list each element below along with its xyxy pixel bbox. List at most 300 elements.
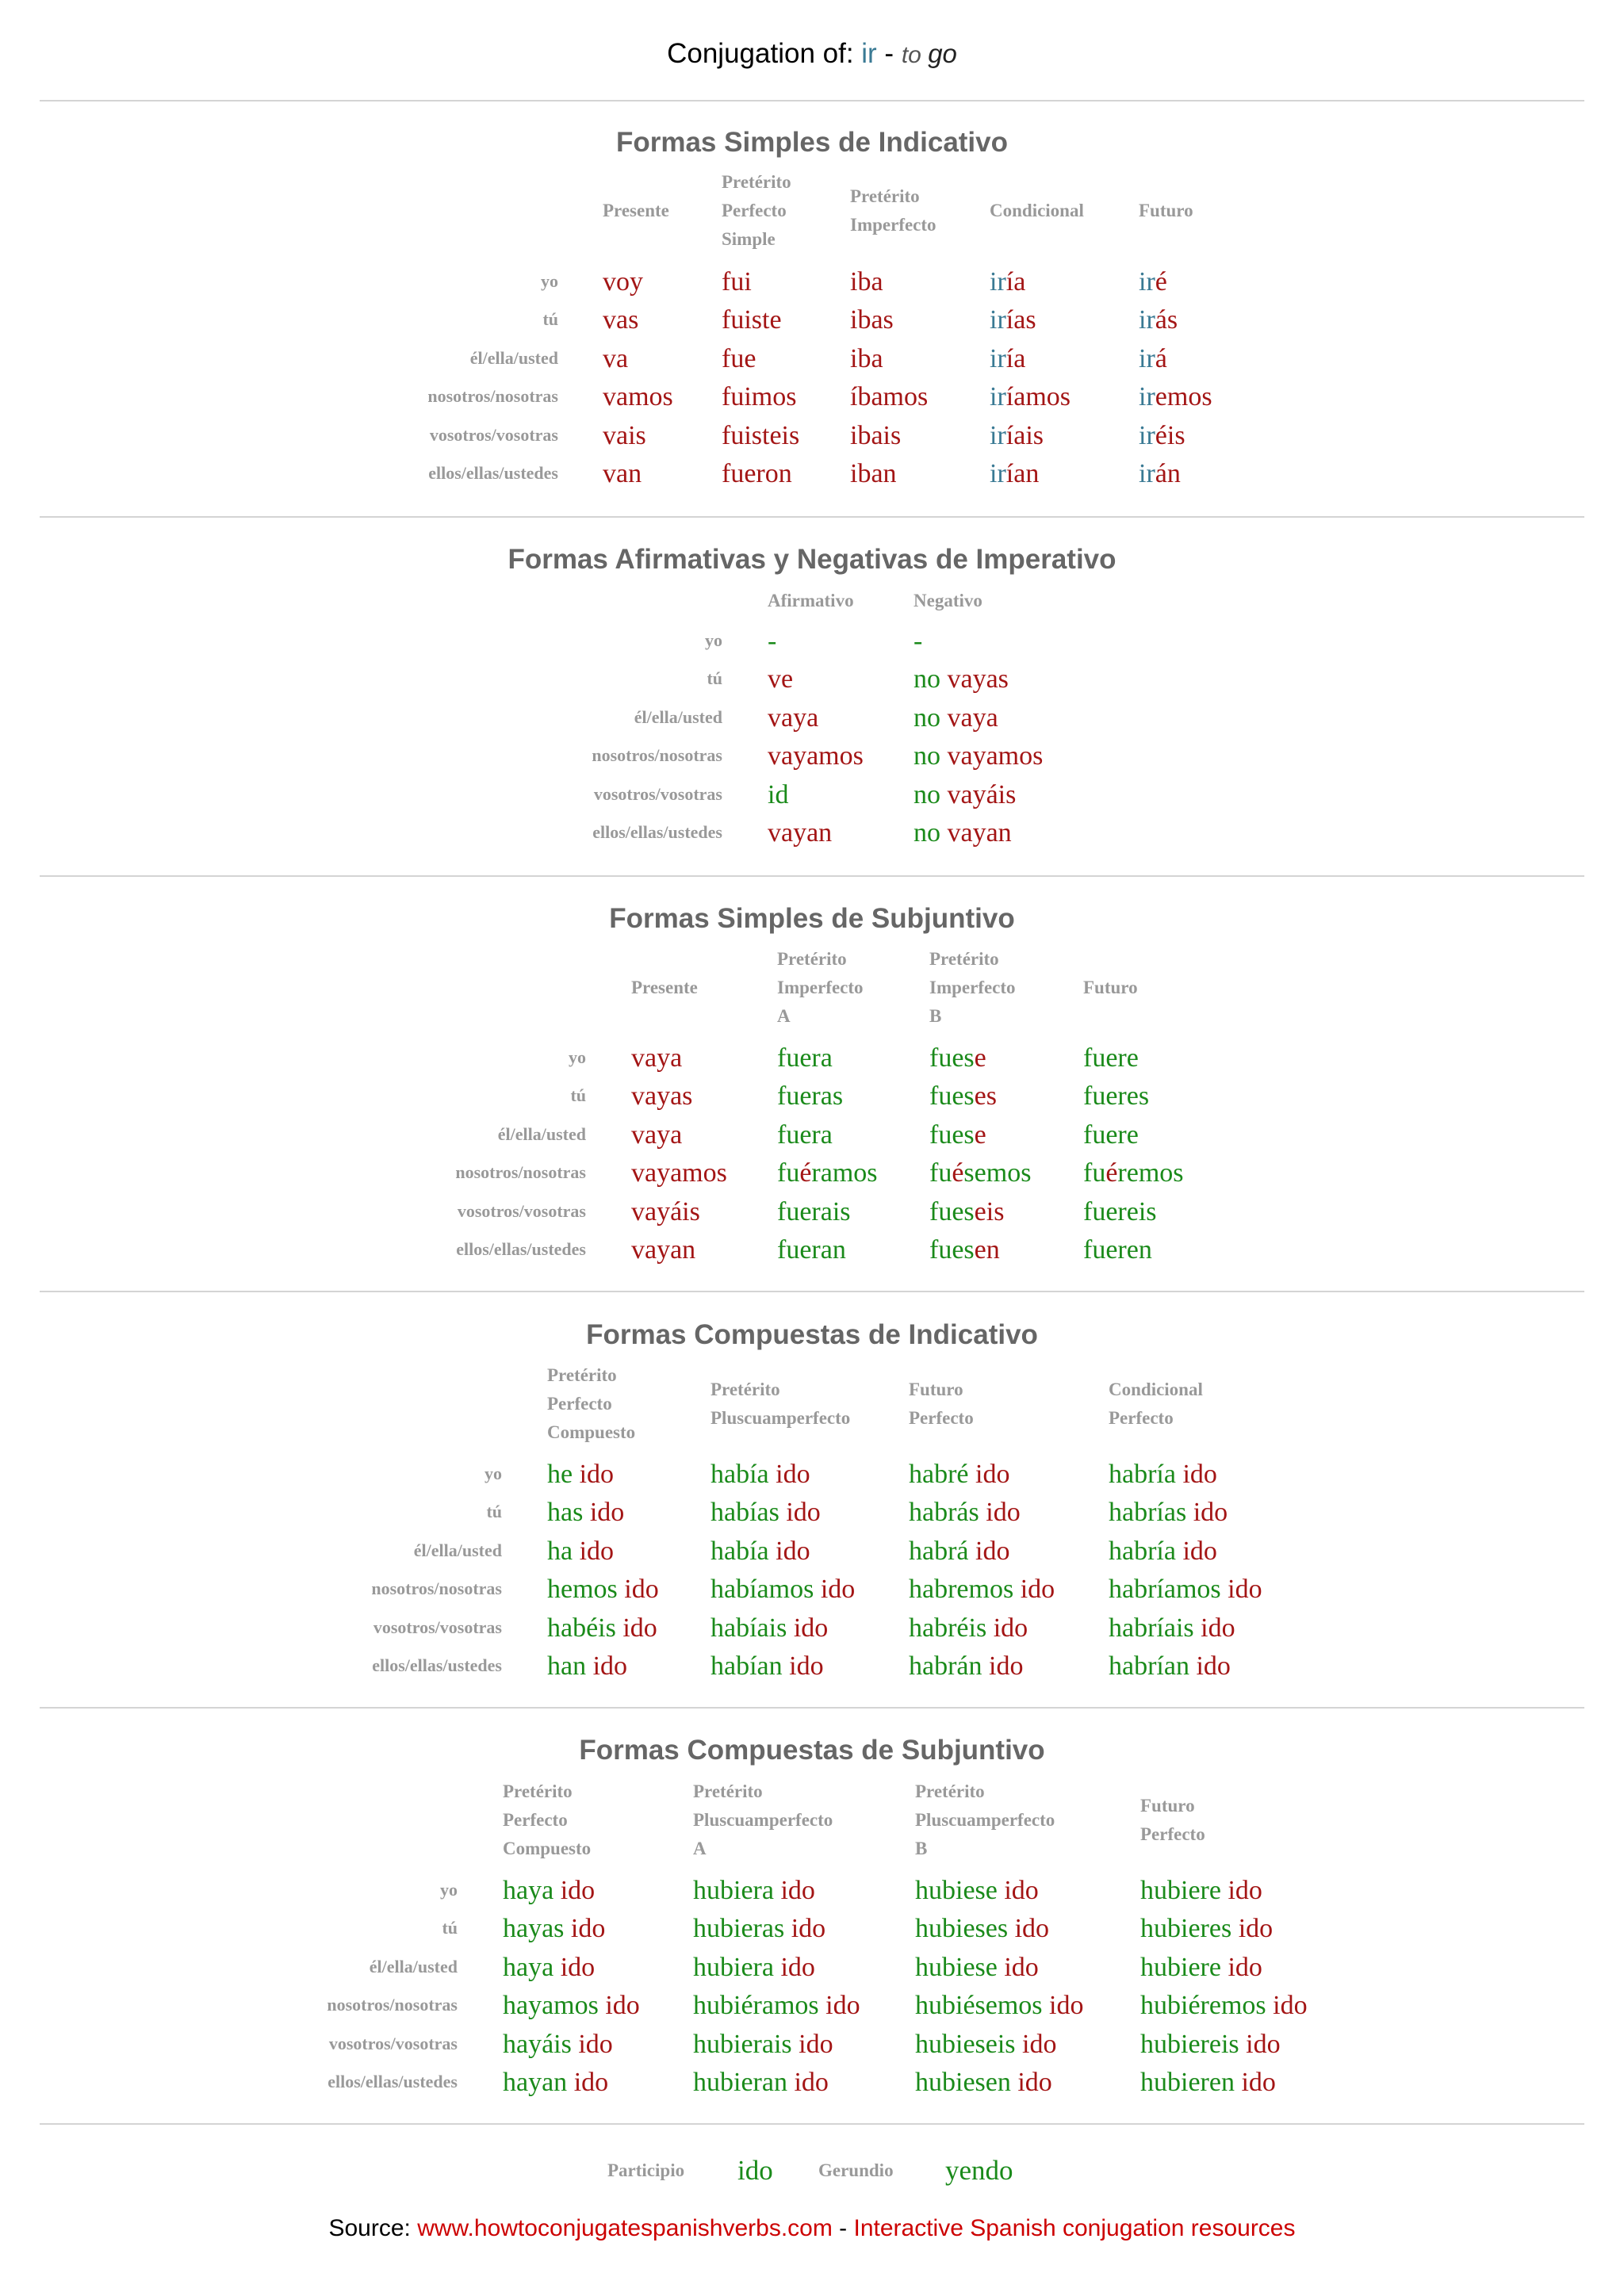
form-part: vamos [603,382,673,412]
title-meaning-verb: go [928,39,957,68]
form-part: hayamos [503,1991,606,2021]
form-part: íamos [1005,382,1071,412]
conjugated-form [722,266,752,298]
form-part: no [914,702,948,733]
tense-header-line: Simple [722,229,776,249]
conjugated-form [929,1043,986,1074]
form-part: ido [1022,2029,1057,2059]
form-part: ido [993,1613,1028,1643]
tense-header-line: B [915,1839,928,1858]
conjugated-form [768,626,776,657]
form-part: ido [579,1460,615,1489]
form-part: é [799,1158,812,1188]
form-part: iba [850,267,883,297]
pronoun-label: yo [569,1047,586,1067]
verb-stem: ir [1139,382,1155,412]
form-part: hayáis [503,2029,579,2059]
conjugated-form [1140,2067,1276,2099]
tense-header [503,1777,591,1863]
conjugated-form [722,381,796,413]
tense-header [777,945,864,1031]
form-part: has [547,1498,590,1528]
form-part: án [1155,459,1181,488]
source-prefix: Source: [328,2215,418,2241]
conjugated-form [909,1459,1009,1490]
conjugated-form [1083,1119,1139,1151]
conjugated-form [1109,1497,1228,1529]
tense-header-line: Pluscuamperfecto [915,1810,1055,1830]
page-title [0,38,1624,70]
form-part: ido [605,1991,640,2021]
tense-header-line: Perfecto [503,1810,568,1830]
form-part: ido [1014,1914,1050,1944]
pronoun-label: ellos/ellas/ustedes [456,1239,586,1259]
pronoun-label: nosotros/nosotras [327,1995,458,2015]
conjugated-form [631,1119,682,1151]
form-part: ido [1273,1991,1308,2021]
verb-stem: ir [990,267,1006,297]
pronoun-label: nosotros/nosotras [371,1578,502,1599]
form-part: fuimos [722,382,797,412]
pronoun-label: ellos/ellas/ustedes [327,2072,458,2091]
tense-header-line: Perfecto [1140,1824,1205,1844]
form-part: ía [1005,343,1026,373]
form-part: habían [710,1651,790,1681]
form-part: ido [1004,1876,1039,1905]
form-part: ido [1228,1952,1262,1982]
form-part: vaya [631,1043,683,1073]
section-divider [40,875,1584,877]
conjugated-form [503,1952,595,1984]
form-part: fues [929,1119,975,1150]
tense-header-line: Presente [631,978,698,997]
form-part: ve [768,664,794,695]
pronoun-label: él/ella/usted [369,1956,458,1976]
conjugated-form [909,1536,1009,1567]
form-part: vayamos [768,741,864,771]
conjugated-form [603,420,646,452]
conjugated-form [777,1119,833,1151]
conjugated-form [1140,2029,1281,2061]
verb-stem: ir [990,305,1006,335]
form-part: hubiéramos [693,1991,826,2021]
verb-stem: ir [1139,343,1155,373]
form-part: vayas [947,664,1009,695]
form-part: habrás [909,1498,986,1528]
conjugated-form [777,1081,843,1112]
form-part: ido [1238,1914,1274,1944]
conjugated-form [547,1651,627,1682]
conjugated-form [1140,1913,1273,1945]
conjugated-form [631,1081,692,1112]
form-part: ido [989,1651,1024,1681]
tense-header [909,1376,974,1433]
conjugated-form [710,1613,828,1644]
conjugated-form [850,266,883,298]
form-part: ramos [811,1158,878,1188]
section-title: Formas Simples de Indicativo [615,127,1009,158]
tense-header [915,1777,1055,1863]
form-part: ido [820,1575,856,1605]
gerundio-label: Gerundio [818,2160,894,2180]
tense-header-line: Pretérito [929,949,999,969]
conjugated-form [631,1158,727,1189]
form-part: vayan [631,1235,696,1265]
form-part: fues [929,1043,975,1073]
form-part: habrán [909,1651,990,1681]
form-part: ido [560,1876,596,1905]
form-part: habrá [909,1536,976,1566]
form-part: ido [793,1613,829,1643]
conjugated-form [909,1497,1021,1529]
tense-header-line: Futuro [1140,1796,1195,1816]
form-part: fueron [722,459,792,488]
form-part: habréis [909,1613,994,1643]
conjugated-form [503,2067,608,2099]
tense-header-line: Condicional [990,201,1084,220]
pronoun-label: yo [705,630,722,650]
conjugated-form [914,740,1043,772]
conjugated-form [850,420,901,452]
pronoun-label: vosotros/vosotras [328,2033,458,2053]
form-part: ías [1005,305,1036,335]
form-part: iban [850,459,897,488]
conjugated-form [710,1651,824,1682]
conjugated-form [710,1536,810,1567]
form-part: ido [573,2068,609,2097]
form-part: ido [1049,1991,1084,2021]
conjugated-form [1139,381,1212,413]
conjugated-form [693,1913,825,1945]
form-part: ido [975,1536,1010,1566]
form-part: habéis [547,1613,623,1643]
conjugated-form [1109,1613,1235,1644]
form-part: á [1155,343,1167,373]
tense-header-line: Pluscuamperfecto [710,1408,851,1428]
tense-header [1109,1376,1203,1433]
conjugated-form [915,2029,1057,2061]
form-part: ido [1246,2029,1281,2059]
form-part: vayamos [947,741,1044,771]
tense-header [693,1777,833,1863]
form-part: ido [578,2029,613,2059]
conjugated-form [777,1043,833,1074]
pronoun-label: nosotros/nosotras [455,1162,586,1183]
conjugated-form [909,1651,1023,1682]
form-part: fues [929,1196,975,1226]
conjugated-form [1083,1234,1152,1266]
form-part: ido [622,1613,657,1643]
conjugated-form [1139,343,1167,375]
conjugated-form [914,664,1009,695]
conjugated-form [990,381,1071,413]
tense-header [710,1376,850,1433]
form-part: hayas [503,1914,571,1944]
tense-header [850,182,936,239]
form-part: habías [710,1498,787,1528]
form-part: ido [789,1651,824,1681]
tense-header [547,1361,635,1447]
title-meaning-to: to [901,42,921,68]
form-part: habíamos [710,1575,821,1605]
conjugated-form [914,779,1016,811]
conjugated-form [929,1081,997,1112]
pronoun-label: ellos/ellas/ustedes [592,822,722,842]
form-part: e [974,1119,986,1150]
conjugated-form [915,1875,1039,1907]
section-divider [40,1291,1584,1292]
conjugated-form [631,1043,682,1074]
conjugated-form [1140,1875,1262,1907]
source-tagline[interactable]: Interactive Spanish conjugation resources [853,2215,1296,2241]
pronoun-label: tú [570,1085,586,1106]
form-part: habremos [909,1575,1021,1605]
section-divider [40,1707,1584,1709]
conjugated-form [990,458,1039,490]
tense-header-line: Perfecto [547,1394,612,1414]
form-part: vayas [631,1081,693,1112]
form-part: habíais [710,1613,794,1643]
form-part: van [603,459,642,488]
conjugated-form [990,420,1044,452]
form-part: fues [929,1081,975,1112]
form-part: ido [780,1952,815,1982]
verb-stem: ir [1139,305,1155,335]
form-part: hubieran [693,2068,795,2097]
form-part: é [952,1158,964,1188]
pronoun-label: tú [542,309,558,330]
tense-header-line: Pretérito [777,949,847,969]
conjugated-form [850,343,883,375]
form-part: hubiera [693,1876,781,1905]
form-part: - [768,626,777,656]
form-part: eis [974,1196,1005,1226]
form-part: fueren [1083,1235,1152,1265]
tense-header [603,197,669,225]
pronoun-label: yo [541,271,558,291]
pronoun-label: vosotros/vosotras [373,1617,502,1637]
form-part: ido [799,2029,833,2059]
form-part: ido [975,1460,1010,1489]
form-part: fuera [777,1043,833,1073]
tense-header-line: Futuro [1083,978,1138,997]
form-part: ido [1004,1952,1039,1982]
conjugated-form [929,1196,1004,1228]
conjugated-form [915,1952,1039,1984]
form-part: fuere [1083,1119,1139,1150]
form-part: ido [624,1575,659,1605]
form-part: haya [503,1952,561,1982]
form-part: ha [547,1536,580,1566]
form-part: habría [1109,1460,1183,1489]
verb-stem: ir [1139,420,1155,450]
verb-stem: ir [990,382,1006,412]
form-part: fue [722,343,756,373]
form-part: vayáis [947,779,1017,809]
pronoun-label: vosotros/vosotras [593,783,722,804]
form-part: habrían [1109,1651,1197,1681]
conjugated-form [914,702,998,734]
form-part: íais [1005,420,1044,450]
participio-value: ido [737,2155,773,2186]
form-part: fuereis [1083,1196,1157,1226]
title-verb: ir [861,38,877,69]
conjugated-form [603,343,628,375]
conjugated-form [710,1574,855,1605]
form-part: han [547,1651,593,1681]
form-part: ido [1182,1536,1217,1566]
tense-header [1083,974,1138,1002]
title-prefix: Conjugation of: [667,38,862,69]
form-part: ido [1241,2068,1276,2097]
conjugated-form [603,458,642,490]
form-part: fueres [1083,1081,1150,1112]
pronoun-label: yo [485,1464,502,1483]
form-part: había [710,1460,776,1489]
form-part: ido [1201,1613,1235,1643]
conjugated-form [631,1234,695,1266]
conjugated-form [915,1990,1084,2022]
verb-stem: ir [990,459,1006,488]
conjugated-form [722,420,799,452]
gerundio-value: yendo [945,2155,1013,2186]
verb-stem: ir [990,343,1006,373]
section-title: Formas Compuestas de Subjuntivo [579,1735,1045,1766]
source-link[interactable]: www.howtoconjugatespanishverbs.com [417,2215,833,2241]
form-part: éis [1155,420,1185,450]
form-part: id [768,779,789,809]
form-part: ido [560,1952,596,1982]
conjugated-form [722,304,782,336]
form-part: hubiese [915,1952,1005,1982]
form-part: ido [1182,1460,1217,1489]
form-part: hubieses [915,1914,1015,1944]
conjugated-form [1139,304,1178,336]
form-part: hubiera [693,1952,781,1982]
form-part: é [1155,267,1167,297]
form-part: vaya [631,1119,683,1150]
tense-header [990,197,1084,225]
form-part: habríamos [1109,1575,1228,1605]
form-part: iba [850,343,883,373]
form-part: fu [1083,1158,1106,1188]
form-part: ás [1155,305,1178,335]
conjugated-form [909,1574,1055,1605]
form-part: voy [603,267,643,297]
tense-header [631,974,698,1002]
verb-stem: ir [1139,267,1155,297]
tense-header-line: Pluscuamperfecto [693,1810,833,1830]
form-part: fues [929,1235,975,1265]
conjugated-form [990,343,1025,375]
form-part: ido [1228,1575,1262,1605]
form-part: ido [791,1914,826,1944]
form-part: vayamos [631,1158,727,1188]
conjugated-form [693,1952,815,1984]
tense-header-line: Afirmativo [768,591,854,610]
form-part: hubieres [1140,1914,1239,1944]
form-part: no [914,664,948,695]
tense-header-line: Pretérito [850,186,920,206]
form-part: haya [503,1876,561,1905]
form-part: hubiéremos [1140,1991,1274,2021]
form-part: vaya [768,702,819,733]
source-line [0,2215,1624,2242]
form-part: ido [1228,1876,1262,1905]
form-part: hubiese [915,1876,1005,1905]
conjugated-form [710,1459,810,1490]
form-part: vaya [947,702,998,733]
conjugated-form [1139,266,1167,298]
form-part: hubieseis [915,2029,1023,2059]
tense-header-line: Pretérito [710,1380,780,1399]
conjugated-form [915,1913,1049,1945]
pronoun-label: tú [486,1502,502,1522]
section-divider [40,100,1584,101]
pronoun-label: vosotros/vosotras [457,1200,586,1221]
conjugated-form [850,304,894,336]
form-part: vayáis [631,1196,700,1226]
conjugated-form [914,817,1012,849]
tense-header [768,587,854,615]
conjugated-form [990,266,1025,298]
verb-stem: ir [1139,459,1155,488]
form-part: ido [986,1498,1021,1528]
form-part: ido [1193,1498,1228,1528]
tense-header [1139,197,1193,225]
form-part: e [974,1043,986,1073]
form-part: ido [1196,1651,1231,1681]
form-part: é [1105,1158,1118,1188]
tense-header-line: Futuro [1139,201,1193,220]
conjugated-form [1083,1081,1149,1112]
conjugated-form [1139,458,1181,490]
form-part: ido [794,2068,829,2097]
form-part: ido [570,1914,606,1944]
participio-label: Participio [607,2160,685,2180]
section-title: Formas Compuestas de Indicativo [586,1319,1038,1350]
tense-header-line: Pretérito [915,1781,985,1801]
form-part: habríais [1109,1613,1201,1643]
conjugated-form [631,1196,700,1228]
conjugated-form [1140,1990,1308,2022]
conjugated-form [914,626,922,657]
pronoun-label: yo [440,1880,458,1900]
form-part: habría [1109,1536,1183,1566]
form-part: fueras [777,1081,844,1112]
tense-header-line: Pretérito [722,172,791,192]
form-part: hubiere [1140,1952,1228,1982]
conjugated-form [710,1497,821,1529]
form-part: ían [1005,459,1040,488]
source-separator: - [832,2215,854,2241]
form-part: en [974,1235,1000,1265]
tense-header-line: Pretérito [547,1365,617,1385]
form-part: hubieren [1140,2068,1242,2097]
conjugated-form [603,381,673,413]
form-part: fuere [1083,1043,1139,1073]
conjugated-form [915,2067,1052,2099]
section-divider [40,516,1584,518]
conjugated-form [547,1574,659,1605]
form-part: es [974,1081,997,1112]
form-part: emos [1155,382,1212,412]
section-divider [40,2123,1584,2125]
form-part: ido [589,1498,625,1528]
tense-header-line: Perfecto [909,1408,974,1428]
tense-header-line: Perfecto [1109,1408,1174,1428]
pronoun-label: él/ella/usted [634,706,722,727]
